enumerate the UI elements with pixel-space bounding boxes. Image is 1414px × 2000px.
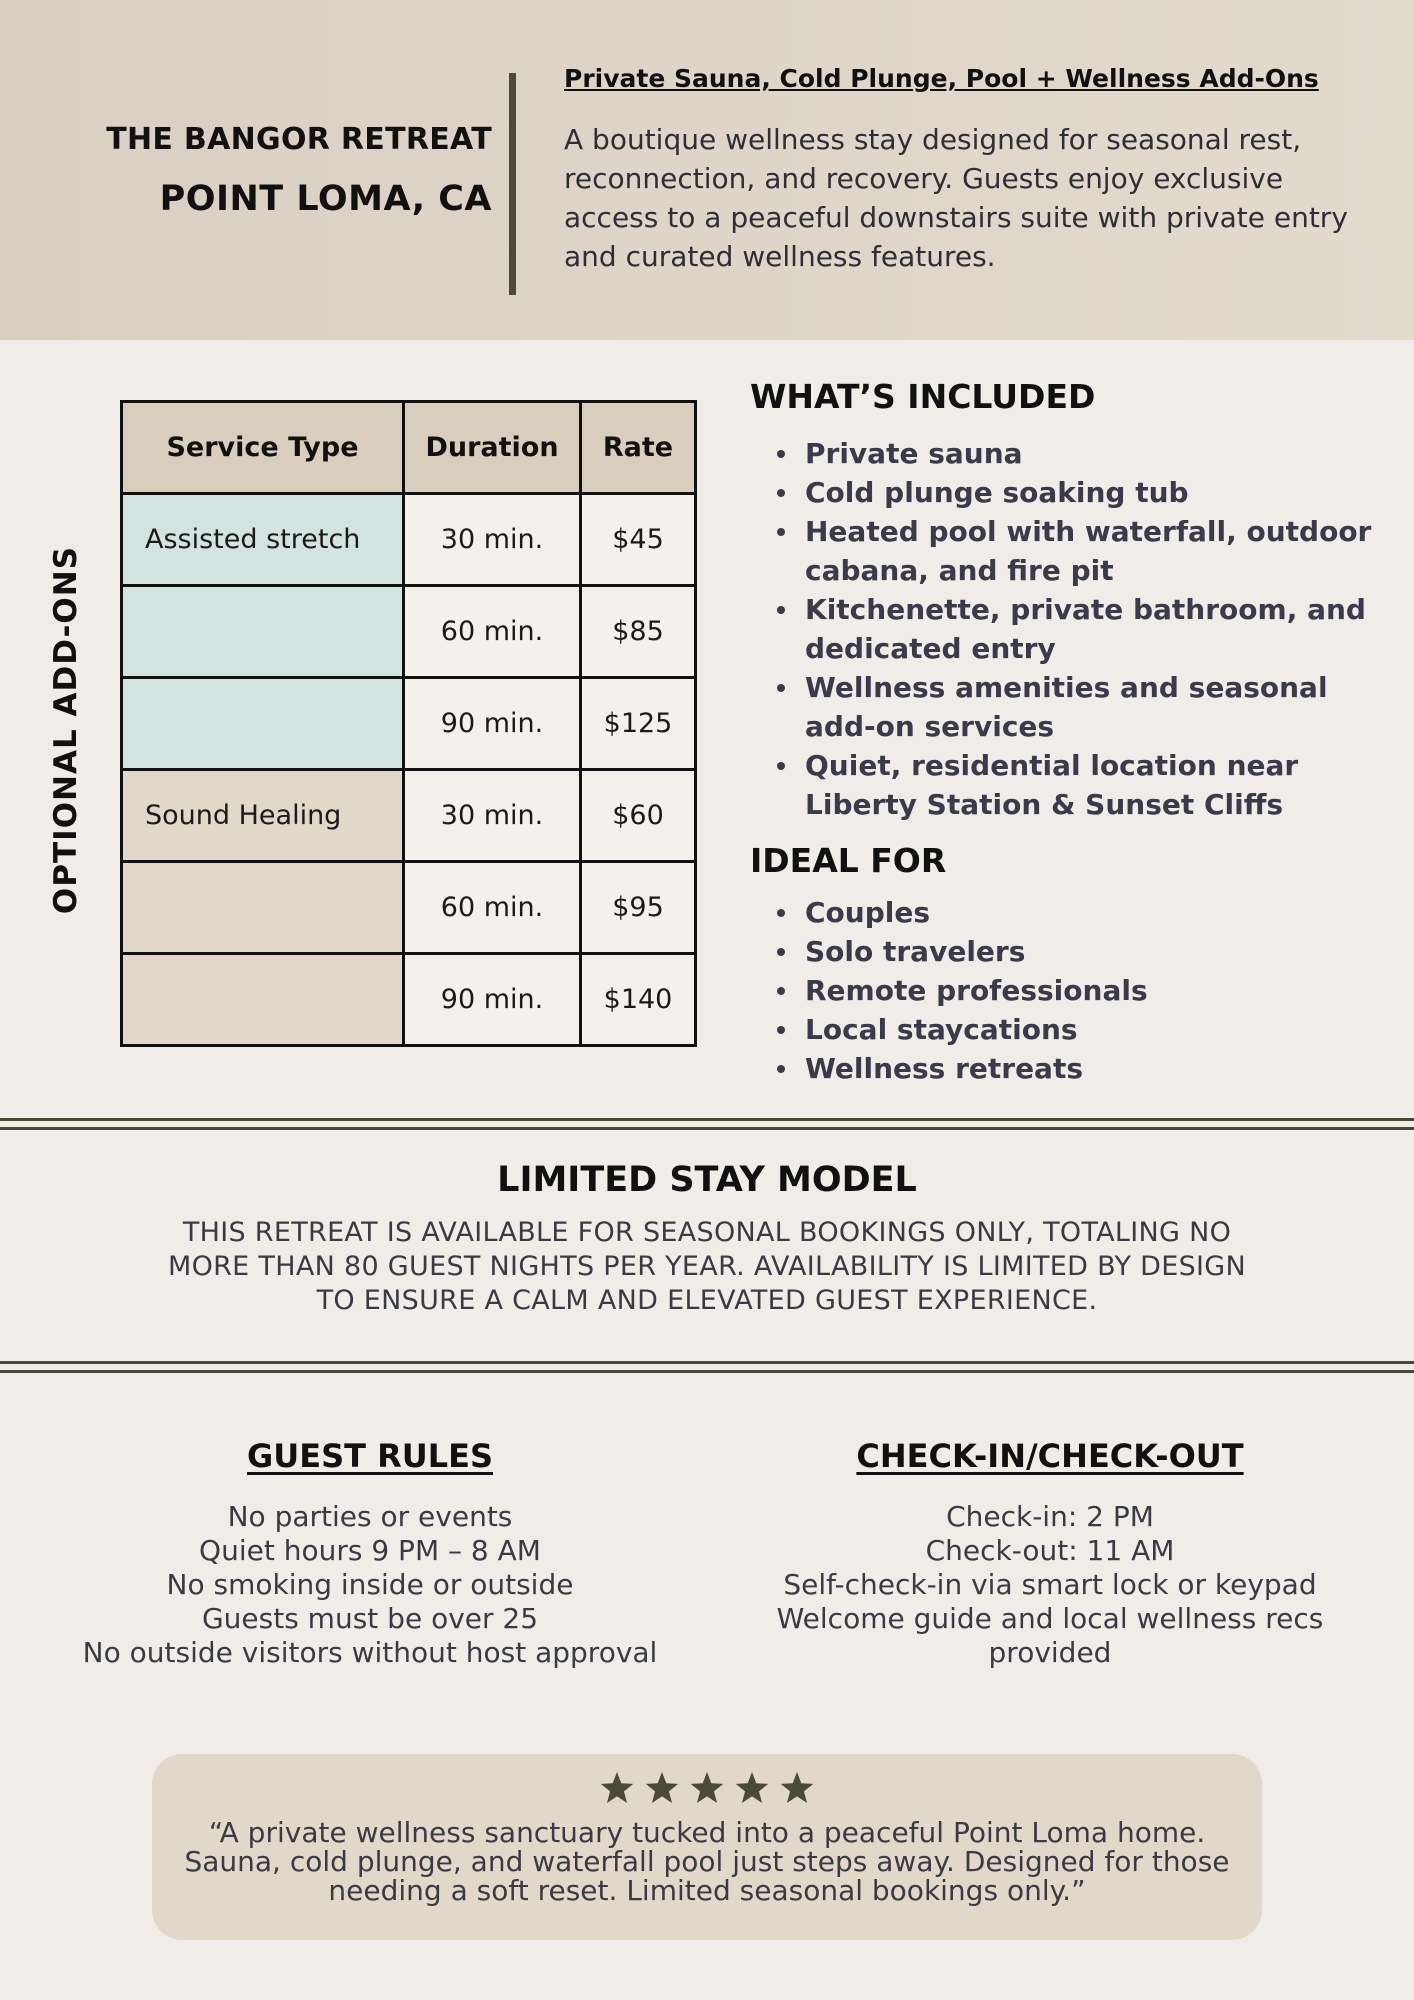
duration-cell: 30 min. [404, 770, 581, 862]
rate-cell: $60 [581, 770, 696, 862]
rate-cell: $45 [581, 494, 696, 586]
checkin-line: Check-out: 11 AM [925, 1534, 1175, 1567]
star-icon [779, 1772, 815, 1806]
header-divider [509, 73, 516, 295]
header-subtitle: Private Sauna, Cold Plunge, Pool + Wellness Add-Ons [564, 64, 1319, 93]
checkin-line: Welcome guide and local wellness recs provided [776, 1602, 1324, 1669]
checkin-heading: CHECK-IN/CHECK-OUT [856, 1437, 1244, 1475]
star-icon [599, 1772, 635, 1806]
list-item: Private sauna [805, 434, 1405, 473]
checkin-line: Check-in: 2 PM [946, 1500, 1154, 1533]
header-banner [0, 0, 1414, 340]
limited-description: THIS RETREAT IS AVAILABLE FOR SEASONAL BOOKINGS ONLY, TOTALING NO MORE THAN 80 GUEST NIGHTS PER YEAR. AVAILABILITY IS LIMITED BY DESIGN TO ENSURE A CALM AND ELEVATED GUEST EXPERIENCE. [167, 1217, 1247, 1316]
list-item: Solo travelers [805, 932, 1365, 971]
testimonial-card [152, 1754, 1262, 1940]
table-row [122, 494, 696, 586]
list-item: Local staycations [805, 1010, 1365, 1049]
rate-cell: $95 [581, 862, 696, 954]
list-item: Heated pool with waterfall, outdoor cabana, and fire pit [805, 512, 1405, 590]
list-item: Cold plunge soaking tub [805, 473, 1405, 512]
column-header-rate: Rate [581, 402, 696, 494]
included-list [805, 434, 1405, 824]
table-row [122, 678, 696, 770]
table-row [122, 770, 696, 862]
limited-heading: LIMITED STAY MODEL [497, 1160, 917, 1200]
ideal-heading: IDEAL FOR [750, 841, 947, 880]
table-row [122, 862, 696, 954]
service-cell: Assisted stretch [122, 494, 404, 586]
service-cell [122, 678, 404, 770]
rule-line: Guests must be over 25 [201, 1602, 539, 1635]
star-icon [734, 1772, 770, 1806]
service-cell [122, 954, 404, 1046]
included-heading: WHAT’S INCLUDED [750, 377, 1096, 416]
duration-cell: 30 min. [404, 494, 581, 586]
list-item: Wellness retreats [805, 1049, 1365, 1088]
star-icon [644, 1772, 680, 1806]
duration-cell: 90 min. [404, 954, 581, 1046]
rate-cell: $125 [581, 678, 696, 770]
duration-cell: 60 min. [404, 586, 581, 678]
list-item: Kitchenette, private bathroom, and dedicated entry [805, 590, 1405, 668]
table-header-row [122, 402, 696, 494]
rate-cell: $85 [581, 586, 696, 678]
table-row [122, 586, 696, 678]
duration-cell: 60 min. [404, 862, 581, 954]
service-cell: Sound Healing [122, 770, 404, 862]
rule-line: No parties or events [227, 1500, 513, 1533]
list-item: Remote professionals [805, 971, 1365, 1010]
section-divider [0, 1118, 1414, 1130]
checkin-line: Self-check-in via smart lock or keypad [783, 1568, 1317, 1601]
addons-side-label: OPTIONAL ADD-ONS [48, 545, 84, 915]
duration-cell: 90 min. [404, 678, 581, 770]
checkin-list [740, 1500, 1360, 1670]
rule-line: Quiet hours 9 PM – 8 AM [199, 1534, 541, 1567]
service-cell [122, 586, 404, 678]
service-cell [122, 862, 404, 954]
column-header-duration: Duration [404, 402, 581, 494]
rate-cell: $140 [581, 954, 696, 1046]
list-item: Quiet, residential location near Liberty Station & Sunset Cliffs [805, 746, 1405, 824]
star-icon [689, 1772, 725, 1806]
section-divider [0, 1361, 1414, 1373]
ideal-list [805, 893, 1365, 1088]
table-row [122, 954, 696, 1046]
list-item: Couples [805, 893, 1365, 932]
header-description: A boutique wellness stay designed for seasonal rest, reconnection, and recovery. Guests enjoy exclusive access to a peaceful downstairs suite with private entry and curated wellness features. [564, 123, 1348, 273]
guest-rules-heading: GUEST RULES [246, 1437, 494, 1475]
brand-name: THE BANGOR RETREAT [106, 122, 492, 157]
brand-location: POINT LOMA, CA [159, 179, 492, 219]
guest-rules-list [40, 1500, 700, 1670]
rule-line: No outside visitors without host approval [82, 1636, 658, 1669]
column-header-service: Service Type [122, 402, 404, 494]
brand-block [106, 122, 492, 219]
addons-rates-table [120, 400, 697, 1047]
list-item: Wellness amenities and seasonal add-on services [805, 668, 1405, 746]
star-rating [152, 1772, 1262, 1810]
rule-line: No smoking inside or outside [166, 1568, 574, 1601]
testimonial-quote: “A private wellness sanctuary tucked into a peaceful Point Loma home. Sauna, cold plunge, and waterfall pool just steps away. Designed for those needing a soft reset. Limited seasonal bookings only.” [184, 1816, 1230, 1907]
